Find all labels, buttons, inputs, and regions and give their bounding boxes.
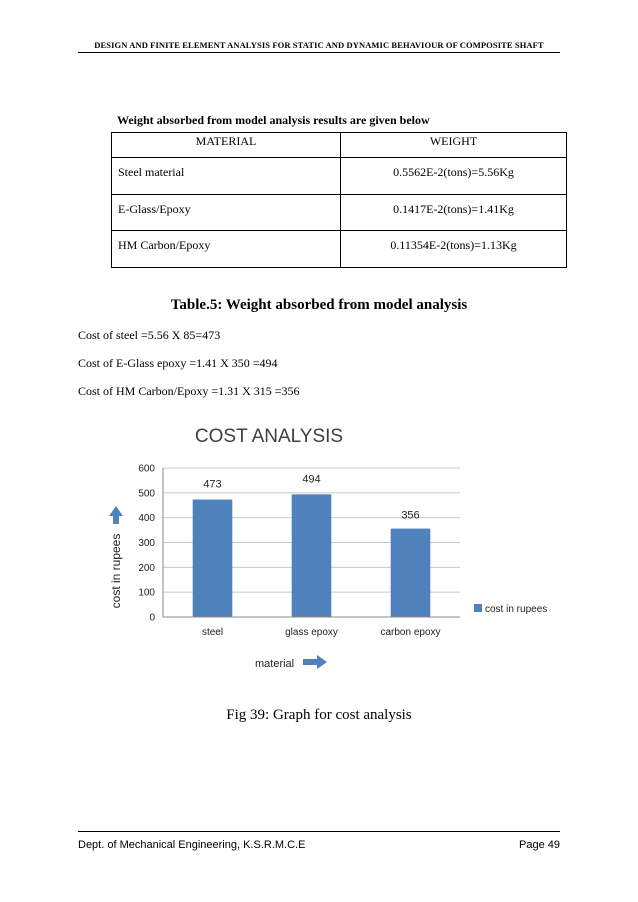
data-label: 356 <box>401 509 420 522</box>
legend-label: cost in rupees <box>485 604 548 615</box>
y-tick-label: 0 <box>149 612 155 624</box>
y-axis-label: cost in rupees <box>109 533 123 609</box>
y-tick-label: 400 <box>138 513 155 525</box>
material-cell: Steel material <box>112 158 341 195</box>
material-cell: HM Carbon/Epoxy <box>112 231 341 268</box>
table-row <box>112 158 567 195</box>
table-row <box>112 231 567 268</box>
material-cell: E-Glass/Epoxy <box>112 194 341 231</box>
x-tick-label: glass epoxy <box>285 627 338 638</box>
intro-text: Weight absorbed from model analysis results are given below <box>117 113 430 127</box>
cost-steel-line: Cost of steel =5.56 X 85=473 <box>78 328 221 342</box>
column-header-material: MATERIAL <box>112 133 341 158</box>
weight-cell: 0.1417E-2(tons)=1.41Kg <box>341 194 567 231</box>
figure-caption: Fig 39: Graph for cost analysis <box>226 707 412 723</box>
x-tick-label: steel <box>201 627 224 638</box>
x-axis-label: material <box>255 658 295 670</box>
arrow-up-icon <box>109 506 123 524</box>
weight-cell: 0.5562E-2(tons)=5.56Kg <box>341 158 567 195</box>
y-tick-label: 600 <box>138 463 155 475</box>
cost-glass-line: Cost of E-Glass epoxy =1.41 X 350 =494 <box>78 356 278 370</box>
y-tick-label: 100 <box>138 587 155 599</box>
bar <box>193 500 233 617</box>
bar <box>292 494 332 617</box>
data-label: 473 <box>203 478 222 491</box>
running-header: DESIGN AND FINITE ELEMENT ANALYSIS FOR STATIC AND DYNAMIC BEHAVIOUR OF COMPOSITE SHAFT <box>94 40 544 50</box>
chart-title: COST ANALYSIS <box>194 426 344 447</box>
table-row <box>112 194 567 231</box>
y-tick-label: 200 <box>138 562 155 574</box>
y-tick-label: 500 <box>138 488 155 500</box>
y-tick-label: 300 <box>138 538 155 549</box>
x-tick-label: carbon epoxy <box>380 627 441 638</box>
footer-department: Dept. of Mechanical Engineering, K.S.R.M.C.E <box>78 839 306 851</box>
page-number: Page 49 <box>519 839 560 851</box>
data-label: 494 <box>302 473 321 486</box>
bar <box>391 529 431 617</box>
table-header-row <box>112 133 567 158</box>
legend-swatch <box>474 604 482 612</box>
table-caption: Table.5: Weight absorbed from model analysis <box>170 297 468 313</box>
cost-analysis-chart <box>105 418 565 678</box>
arrow-right-icon <box>303 655 327 669</box>
cost-carbon-line: Cost of HM Carbon/Epoxy =1.31 X 315 =356 <box>78 384 300 398</box>
weight-cell: 0.11354E-2(tons)=1.13Kg <box>341 231 567 268</box>
weight-table <box>111 132 567 268</box>
header-divider <box>78 52 560 53</box>
bar-series <box>193 494 431 617</box>
footer-divider <box>78 831 560 832</box>
column-header-weight: WEIGHT <box>341 133 567 158</box>
x-axis-ticks <box>202 627 441 638</box>
y-axis-ticks <box>138 464 155 624</box>
